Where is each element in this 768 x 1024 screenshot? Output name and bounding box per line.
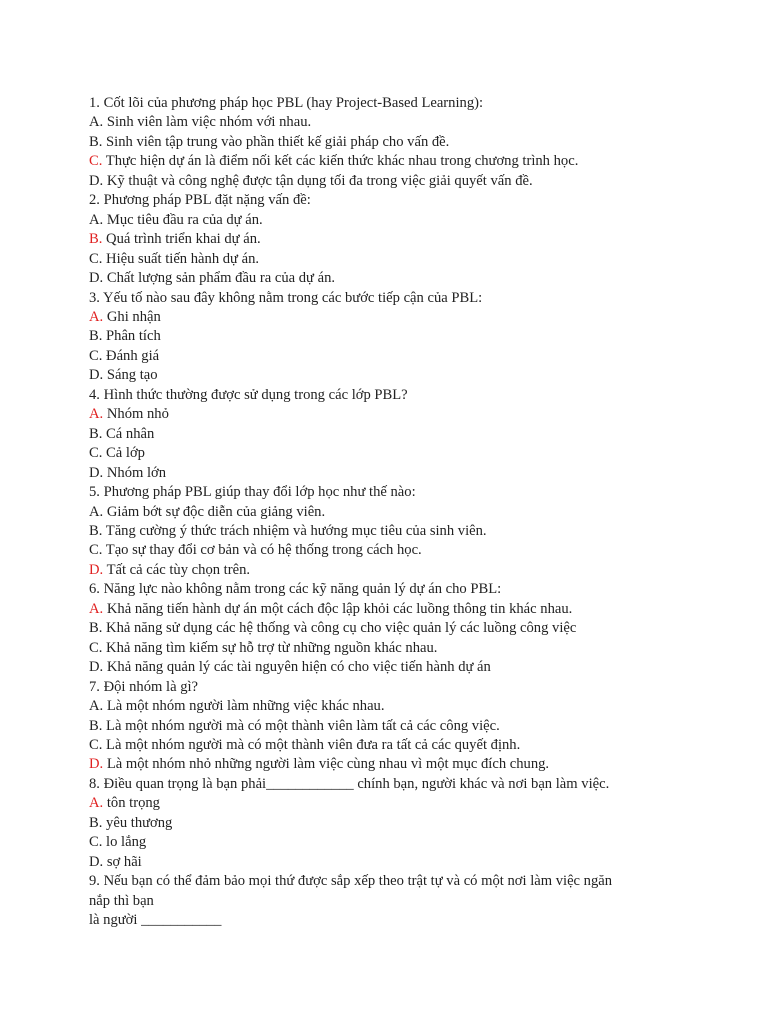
answer-text: Mục tiêu đầu ra của dự án. (103, 211, 263, 228)
answer-letter: C. (89, 250, 103, 267)
answer-text: Phân tích (102, 328, 161, 345)
document-page (89, 94, 689, 930)
answer-text: Sáng tạo (103, 367, 158, 384)
answer-option (89, 366, 689, 385)
answer-letter: B. (89, 133, 103, 150)
answer-letter: C. (89, 347, 103, 364)
question-prompt: 2. Phương pháp PBL đặt nặng vấn đề: (89, 192, 311, 209)
answer-text: Tạo sự thay đổi cơ bản và có hệ thống trong cách học. (102, 542, 422, 559)
answer-letter: B. (89, 522, 103, 539)
correct-answer-letter: D. (89, 561, 104, 578)
answer-letter: D. (89, 464, 104, 481)
answer-text: Khả năng quản lý các tài nguyên hiện có cho việc tiến hành dự án (103, 659, 491, 676)
answer-letter: D. (89, 172, 104, 189)
correct-answer-letter: D. (89, 756, 104, 773)
answer-option (89, 853, 689, 872)
answer-letter: B. (89, 620, 103, 637)
answer-letter: D. (89, 659, 104, 676)
answer-text: Nhóm lớn (103, 464, 167, 481)
answer-letter: B. (89, 717, 103, 734)
answer-option (89, 250, 689, 269)
answer-text: Là một nhóm người làm những việc khác nhau. (103, 698, 385, 715)
question-list (89, 94, 689, 872)
answer-letter: C. (89, 639, 103, 656)
answer-text: Là một nhóm nhỏ những người làm việc cùng nhau vì một mục đích chung. (103, 756, 550, 773)
answer-option (89, 269, 689, 288)
answer-option (89, 755, 689, 774)
question-prompt: 5. Phương pháp PBL giúp thay đổi lớp học như thế nào: (89, 484, 416, 501)
question-block (89, 289, 689, 386)
answer-option (89, 522, 689, 541)
question-prompt: 7. Đội nhóm là gì? (89, 678, 199, 695)
answer-text: sợ hãi (103, 853, 142, 870)
answer-text: Ghi nhận (103, 308, 161, 325)
question-prompt: 4. Hình thức thường được sử dụng trong các lớp PBL? (89, 386, 408, 403)
answer-letter: A. (89, 503, 104, 520)
answer-text: Là một nhóm người mà có một thành viên đưa ra tất cả các quyết định. (102, 736, 521, 753)
answer-option (89, 327, 689, 346)
answer-option (89, 308, 689, 327)
answer-text: tôn trọng (103, 795, 160, 812)
answer-text: Đánh giá (102, 347, 160, 364)
question-prompt: 8. Điều quan trọng là bạn phải____________ chính bạn, người khác và nơi bạn làm việc. (89, 775, 610, 792)
question-block (89, 483, 689, 580)
correct-answer-letter: B. (89, 231, 103, 248)
correct-answer-letter: A. (89, 795, 104, 812)
answer-option (89, 833, 689, 852)
question-9-line-3: là người ___________ (89, 912, 222, 929)
question-block (89, 678, 689, 775)
answer-text: Cá nhân (102, 425, 155, 442)
answer-option (89, 619, 689, 638)
answer-text: lo lắng (102, 834, 147, 851)
answer-text: Cả lớp (102, 445, 145, 462)
answer-letter: D. (89, 270, 104, 287)
answer-text: Kỹ thuật và công nghệ được tận dụng tối đa trong việc giải quyết vấn đề. (103, 172, 533, 189)
answer-option (89, 172, 689, 191)
answer-option (89, 600, 689, 619)
answer-text: Sinh viên làm việc nhóm với nhau. (103, 114, 312, 131)
answer-text: Quá trình triển khai dự án. (102, 231, 261, 248)
answer-text: Giảm bớt sự độc diễn của giảng viên. (103, 503, 326, 520)
correct-answer-letter: A. (89, 600, 104, 617)
answer-letter: B. (89, 814, 103, 831)
answer-text: Chất lượng sản phẩm đầu ra của dự án. (103, 270, 336, 287)
answer-text: Khả năng sử dụng các hệ thống và công cụ cho việc quản lý các luồng công việc (102, 620, 577, 637)
correct-answer-letter: C. (89, 153, 103, 170)
answer-option (89, 541, 689, 560)
question-block (89, 386, 689, 483)
answer-option (89, 794, 689, 813)
answer-text: Tăng cường ý thức trách nhiệm và hướng mục tiêu của sinh viên. (102, 522, 487, 539)
answer-text: Nhóm nhỏ (103, 406, 169, 423)
answer-option (89, 113, 689, 132)
answer-option (89, 814, 689, 833)
answer-letter: C. (89, 445, 103, 462)
correct-answer-letter: A. (89, 308, 104, 325)
question-prompt: 3. Yếu tố nào sau đây không nằm trong các bước tiếp cận của PBL: (89, 289, 483, 306)
answer-letter: B. (89, 425, 103, 442)
answer-option (89, 444, 689, 463)
question-9-line-1: 9. Nếu bạn có thể đảm bảo mọi thứ được sắp xếp theo trật tự và có một nơi làm việc ngăn (89, 873, 613, 890)
answer-letter: C. (89, 542, 103, 559)
answer-option (89, 503, 689, 522)
question-block (89, 191, 689, 288)
answer-option (89, 133, 689, 152)
question-prompt: 1. Cốt lõi của phương pháp học PBL (hay Project-Based Learning): (89, 95, 484, 111)
answer-letter: D. (89, 367, 104, 384)
answer-option (89, 736, 689, 755)
answer-option (89, 152, 689, 171)
answer-text: Tất cả các tùy chọn trên. (103, 561, 251, 578)
answer-text: Hiệu suất tiến hành dự án. (102, 250, 260, 267)
answer-option (89, 697, 689, 716)
question-prompt: 6. Năng lực nào không nằm trong các kỹ năng quản lý dự án cho PBL: (89, 581, 502, 598)
answer-text: Sinh viên tập trung vào phần thiết kế giải pháp cho vấn đề. (102, 133, 450, 150)
correct-answer-letter: A. (89, 406, 104, 423)
answer-letter: C. (89, 834, 103, 851)
answer-option (89, 561, 689, 580)
answer-option (89, 464, 689, 483)
answer-option (89, 211, 689, 230)
answer-text: Khả năng tìm kiếm sự hỗ trợ từ những nguồn khác nhau. (102, 639, 438, 656)
answer-option (89, 347, 689, 366)
answer-text: Là một nhóm người mà có một thành viên làm tất cả các công việc. (102, 717, 500, 734)
answer-text: yêu thương (102, 814, 173, 831)
answer-letter: A. (89, 698, 104, 715)
answer-option (89, 405, 689, 424)
answer-option (89, 425, 689, 444)
answer-letter: A. (89, 114, 104, 131)
answer-option (89, 230, 689, 249)
answer-letter: A. (89, 211, 104, 228)
question-block (89, 775, 689, 872)
answer-option (89, 639, 689, 658)
answer-letter: C. (89, 736, 103, 753)
answer-option (89, 717, 689, 736)
question-block (89, 94, 689, 191)
answer-letter: B. (89, 328, 103, 345)
answer-option (89, 658, 689, 677)
answer-text: Thực hiện dự án là điểm nối kết các kiến thức khác nhau trong chương trình học. (102, 153, 579, 170)
answer-letter: D. (89, 853, 104, 870)
answer-text: Khả năng tiến hành dự án một cách độc lập khỏi các luồng thông tin khác nhau. (103, 600, 573, 617)
question-9-line-2: nắp thì bạn (89, 892, 154, 909)
question-block (89, 580, 689, 677)
